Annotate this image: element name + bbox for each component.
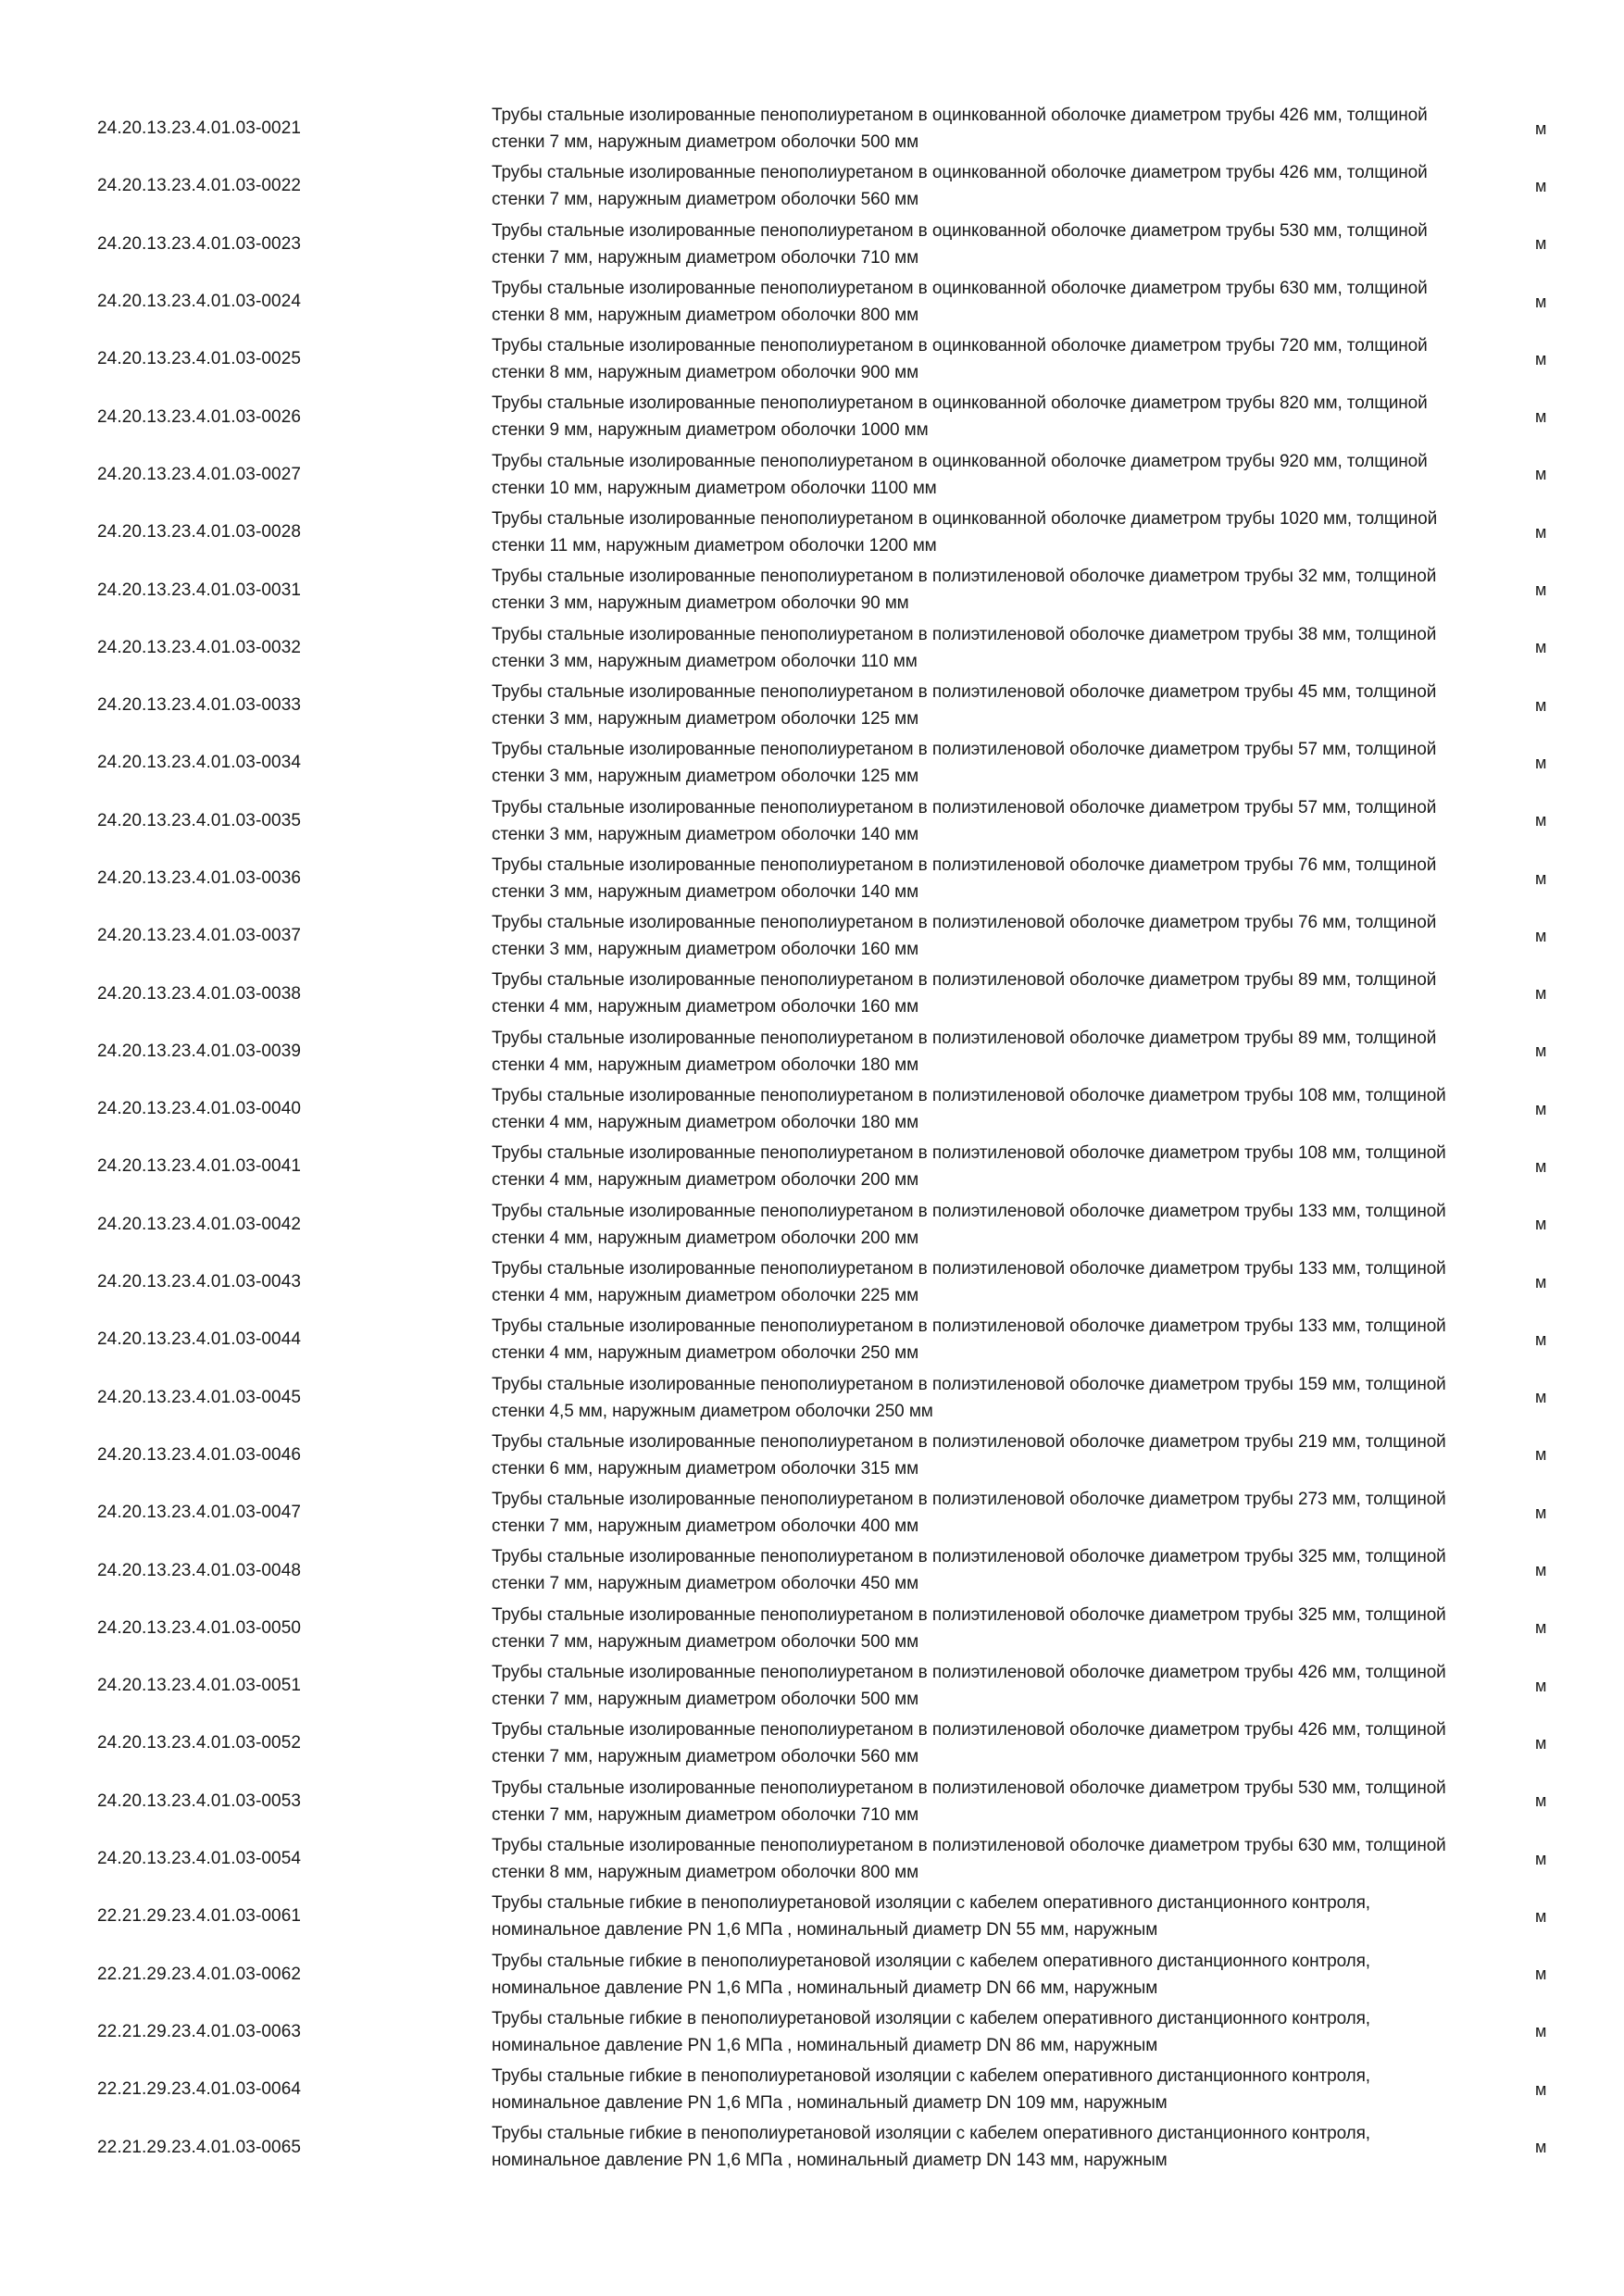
- resource-description: Трубы стальные изолированные пенополиуретаном в полиэтиленовой оболочке диаметром трубы 159 мм, толщиной стенки 4,5 мм, наружным диаметром оболочки 250 мм: [492, 1374, 1446, 1421]
- table-row: [0, 2061, 1624, 2118]
- resource-description: Трубы стальные изолированные пенополиуретаном в оцинкованной оболочке диаметром трубы 426 мм, толщиной стенки 7 мм, наружным диаметром оболочки 560 мм: [492, 163, 1428, 210]
- unit-of-measure: м: [1535, 1388, 1547, 1407]
- resource-code: 24.20.13.23.4.01.03-0044: [97, 1329, 302, 1350]
- table-row: [0, 1254, 1624, 1311]
- resource-code: 24.20.13.23.4.01.03-0034: [97, 753, 302, 773]
- resource-code: 24.20.13.23.4.01.03-0022: [97, 176, 302, 196]
- resource-code: 24.20.13.23.4.01.03-0039: [97, 1041, 302, 1061]
- unit-of-measure: м: [1535, 119, 1547, 138]
- resource-code: 24.20.13.23.4.01.03-0050: [97, 1617, 302, 1638]
- unit-of-measure: м: [1535, 1215, 1547, 1234]
- table-row: [0, 1080, 1624, 1138]
- table-row: [0, 216, 1624, 273]
- resource-code: 22.21.29.23.4.01.03-0065: [97, 2137, 302, 2157]
- unit-of-measure: м: [1535, 1329, 1547, 1349]
- resource-description: Трубы стальные изолированные пенополиуретаном в полиэтиленовой оболочке диаметром трубы 219 мм, толщиной стенки 6 мм, наружным диаметром оболочки 315 мм: [492, 1431, 1446, 1479]
- resource-code: 24.20.13.23.4.01.03-0027: [97, 464, 302, 484]
- unit-of-measure: м: [1535, 695, 1547, 715]
- unit-of-measure: м: [1535, 1042, 1547, 1061]
- resource-description: Трубы стальные изолированные пенополиуретаном в полиэтиленовой оболочке диаметром трубы 45 мм, толщиной стенки 3 мм, наружным диаметром оболочки 125 мм: [492, 681, 1437, 729]
- table-row: [0, 1773, 1624, 1830]
- resource-description: Трубы стальные изолированные пенополиуретаном в полиэтиленовой оболочке диаметром трубы 325 мм, толщиной стенки 7 мм, наружным диаметром оболочки 450 мм: [492, 1547, 1446, 1594]
- resource-code: 24.20.13.23.4.01.03-0036: [97, 868, 302, 888]
- unit-of-measure: м: [1535, 1156, 1547, 1176]
- resource-description: Трубы стальные изолированные пенополиуретаном в полиэтиленовой оболочке диаметром трубы 89 мм, толщиной стенки 4 мм, наружным диаметром оболочки 180 мм: [492, 1028, 1437, 1075]
- resource-description: Трубы стальные гибкие в пенополиуретановой изоляции с кабелем оперативного дистанционного контроля, номинальное давление PN 1,6 МПа , номинальный диаметр DN 143 мм, наружным: [492, 2124, 1370, 2171]
- table-row: [0, 1657, 1624, 1715]
- table-row: [0, 331, 1624, 388]
- unit-of-measure: м: [1535, 176, 1547, 195]
- resource-code: 24.20.13.23.4.01.03-0047: [97, 1503, 302, 1523]
- resource-description: Трубы стальные изолированные пенополиуретаном в оцинкованной оболочке диаметром трубы 426 мм, толщиной стенки 7 мм, наружным диаметром оболочки 500 мм: [492, 106, 1428, 152]
- unit-of-measure: м: [1535, 868, 1547, 888]
- resource-code: 24.20.13.23.4.01.03-0043: [97, 1272, 302, 1292]
- unit-of-measure: м: [1535, 2022, 1547, 2041]
- table-row: [0, 561, 1624, 618]
- resource-description: Трубы стальные изолированные пенополиуретаном в полиэтиленовой оболочке диаметром трубы 76 мм, толщиной стенки 3 мм, наружным диаметром оболочки 160 мм: [492, 913, 1437, 960]
- unit-of-measure: м: [1535, 1272, 1547, 1292]
- unit-of-measure: м: [1535, 984, 1547, 1004]
- resource-code: 24.20.13.23.4.01.03-0035: [97, 810, 302, 830]
- resource-description: Трубы стальные изолированные пенополиуретаном в полиэтиленовой оболочке диаметром трубы 133 мм, толщиной стенки 4 мм, наружным диаметром оболочки 200 мм: [492, 1201, 1446, 1248]
- unit-of-measure: м: [1535, 1733, 1547, 1753]
- resource-description: Трубы стальные гибкие в пенополиуретановой изоляции с кабелем оперативного дистанционного контроля, номинальное давление PN 1,6 МПа , номинальный диаметр DN 66 мм, наружным: [492, 1951, 1370, 1998]
- table-row: [0, 1023, 1624, 1080]
- unit-of-measure: м: [1535, 465, 1547, 484]
- unit-of-measure: м: [1535, 1561, 1547, 1580]
- resource-description: Трубы стальные гибкие в пенополиуретановой изоляции с кабелем оперативного дистанционного контроля, номинальное давление PN 1,6 МПа , номинальный диаметр DN 86 мм, наружным: [492, 2008, 1370, 2055]
- unit-of-measure: м: [1535, 926, 1547, 945]
- resource-code: 24.20.13.23.4.01.03-0052: [97, 1733, 302, 1753]
- table-row: [0, 792, 1624, 850]
- table-row: [0, 504, 1624, 561]
- resource-description: Трубы стальные изолированные пенополиуретаном в полиэтиленовой оболочке диаметром трубы 530 мм, толщиной стенки 7 мм, наружным диаметром оболочки 710 мм: [492, 1778, 1446, 1825]
- resource-code: 24.20.13.23.4.01.03-0038: [97, 983, 302, 1004]
- resource-code: 24.20.13.23.4.01.03-0025: [97, 349, 302, 369]
- table-row: [0, 850, 1624, 907]
- resource-description: Трубы стальные изолированные пенополиуретаном в оцинкованной оболочке диаметром трубы 720 мм, толщиной стенки 8 мм, наружным диаметром оболочки 900 мм: [492, 336, 1428, 383]
- unit-of-measure: м: [1535, 753, 1547, 772]
- resource-description: Трубы стальные изолированные пенополиуретаном в оцинкованной оболочке диаметром трубы 820 мм, толщиной стенки 9 мм, наружным диаметром оболочки 1000 мм: [492, 393, 1428, 441]
- unit-of-measure: м: [1535, 234, 1547, 254]
- resource-code: 22.21.29.23.4.01.03-0063: [97, 2021, 302, 2041]
- resource-description: Трубы стальные изолированные пенополиуретаном в полиэтиленовой оболочке диаметром трубы 325 мм, толщиной стенки 7 мм, наружным диаметром оболочки 500 мм: [492, 1604, 1446, 1652]
- table-row: [0, 1311, 1624, 1368]
- unit-of-measure: м: [1535, 638, 1547, 657]
- table-row: [0, 619, 1624, 677]
- resource-code: 24.20.13.23.4.01.03-0053: [97, 1791, 302, 1811]
- price-list-table: [0, 100, 1624, 2177]
- table-row: [0, 1600, 1624, 1657]
- resource-code: 24.20.13.23.4.01.03-0021: [97, 119, 302, 139]
- resource-code: 24.20.13.23.4.01.03-0054: [97, 1849, 302, 1869]
- resource-code: 24.20.13.23.4.01.03-0045: [97, 1387, 302, 1407]
- resource-code: 24.20.13.23.4.01.03-0048: [97, 1560, 302, 1580]
- table-row: [0, 1715, 1624, 1772]
- unit-of-measure: м: [1535, 522, 1547, 542]
- resource-code: 24.20.13.23.4.01.03-0026: [97, 406, 302, 427]
- table-row: [0, 1369, 1624, 1427]
- table-row: [0, 1196, 1624, 1254]
- unit-of-measure: м: [1535, 580, 1547, 600]
- table-row: [0, 100, 1624, 157]
- unit-of-measure: м: [1535, 2079, 1547, 2099]
- resource-description: Трубы стальные изолированные пенополиуретаном в оцинкованной оболочке диаметром трубы 920 мм, толщиной стенки 10 мм, наружным диаметром оболочки 1100 мм: [492, 451, 1428, 498]
- table-row: [0, 2003, 1624, 2061]
- table-row: [0, 388, 1624, 445]
- resource-code: 24.20.13.23.4.01.03-0023: [97, 233, 302, 254]
- table-row: [0, 2118, 1624, 2176]
- resource-description: Трубы стальные изолированные пенополиуретаном в полиэтиленовой оболочке диаметром трубы 89 мм, толщиной стенки 4 мм, наружным диаметром оболочки 160 мм: [492, 970, 1437, 1017]
- table-row: [0, 1541, 1624, 1599]
- resource-code: 22.21.29.23.4.01.03-0064: [97, 2079, 302, 2100]
- resource-code: 24.20.13.23.4.01.03-0042: [97, 1214, 302, 1234]
- resource-description: Трубы стальные изолированные пенополиуретаном в полиэтиленовой оболочке диаметром трубы 108 мм, толщиной стенки 4 мм, наружным диаметром оболочки 180 мм: [492, 1086, 1446, 1133]
- resource-description: Трубы стальные изолированные пенополиуретаном в полиэтиленовой оболочке диаметром трубы 57 мм, толщиной стенки 3 мм, наружным диаметром оболочки 125 мм: [492, 740, 1437, 787]
- table-row: [0, 965, 1624, 1022]
- unit-of-measure: м: [1535, 2138, 1547, 2157]
- resource-description: Трубы стальные изолированные пенополиуретаном в полиэтиленовой оболочке диаметром трубы 630 мм, толщиной стенки 8 мм, наружным диаметром оболочки 800 мм: [492, 1835, 1446, 1882]
- resource-description: Трубы стальные изолированные пенополиуретаном в полиэтиленовой оболочке диаметром трубы 76 мм, толщиной стенки 3 мм, наружным диаметром оболочки 140 мм: [492, 855, 1437, 902]
- unit-of-measure: м: [1535, 407, 1547, 427]
- table-row: [0, 907, 1624, 965]
- resource-code: 24.20.13.23.4.01.03-0040: [97, 1099, 302, 1119]
- table-row: [0, 677, 1624, 734]
- table-row: [0, 273, 1624, 331]
- resource-description: Трубы стальные изолированные пенополиуретаном в оцинкованной оболочке диаметром трубы 630 мм, толщиной стенки 8 мм, наружным диаметром оболочки 800 мм: [492, 278, 1428, 325]
- table-row: [0, 1484, 1624, 1541]
- resource-description: Трубы стальные гибкие в пенополиуретановой изоляции с кабелем оперативного дистанционного контроля, номинальное давление PN 1,6 МПа , номинальный диаметр DN 55 мм, наружным: [492, 1893, 1370, 1940]
- unit-of-measure: м: [1535, 349, 1547, 368]
- resource-code: 24.20.13.23.4.01.03-0046: [97, 1444, 302, 1465]
- resource-code: 24.20.13.23.4.01.03-0024: [97, 292, 302, 312]
- table-row: [0, 446, 1624, 504]
- resource-description: Трубы стальные изолированные пенополиуретаном в полиэтиленовой оболочке диаметром трубы 32 мм, толщиной стенки 3 мм, наружным диаметром оболочки 90 мм: [492, 567, 1437, 614]
- resource-description: Трубы стальные изолированные пенополиуретаном в полиэтиленовой оболочке диаметром трубы 426 мм, толщиной стенки 7 мм, наружным диаметром оболочки 560 мм: [492, 1720, 1446, 1767]
- resource-description: Трубы стальные изолированные пенополиуретаном в полиэтиленовой оболочке диаметром трубы 108 мм, толщиной стенки 4 мм, наружным диаметром оболочки 200 мм: [492, 1143, 1446, 1191]
- table-row: [0, 1427, 1624, 1484]
- resource-code: 24.20.13.23.4.01.03-0041: [97, 1156, 302, 1177]
- unit-of-measure: м: [1535, 1906, 1547, 1926]
- resource-code: 24.20.13.23.4.01.03-0051: [97, 1676, 302, 1696]
- unit-of-measure: м: [1535, 1849, 1547, 1868]
- table-row: [0, 1830, 1624, 1888]
- unit-of-measure: м: [1535, 1445, 1547, 1465]
- resource-description: Трубы стальные изолированные пенополиуретаном в полиэтиленовой оболочке диаметром трубы 57 мм, толщиной стенки 3 мм, наружным диаметром оболочки 140 мм: [492, 797, 1437, 844]
- resource-description: Трубы стальные изолированные пенополиуретаном в оцинкованной оболочке диаметром трубы 1020 мм, толщиной стенки 11 мм, наружным диаметром оболочки 1200 мм: [492, 509, 1438, 556]
- resource-description: Трубы стальные изолированные пенополиуретаном в полиэтиленовой оболочке диаметром трубы 273 мм, толщиной стенки 7 мм, наружным диаметром оболочки 400 мм: [492, 1490, 1446, 1537]
- resource-description: Трубы стальные изолированные пенополиуретаном в оцинкованной оболочке диаметром трубы 530 мм, толщиной стенки 7 мм, наружным диаметром оболочки 710 мм: [492, 220, 1428, 268]
- resource-code: 24.20.13.23.4.01.03-0031: [97, 580, 302, 600]
- resource-code: 24.20.13.23.4.01.03-0033: [97, 695, 302, 716]
- table-row: [0, 1946, 1624, 2003]
- unit-of-measure: м: [1535, 292, 1547, 311]
- table-row: [0, 734, 1624, 792]
- resource-code: 22.21.29.23.4.01.03-0061: [97, 1906, 302, 1927]
- unit-of-measure: м: [1535, 1503, 1547, 1522]
- resource-description: Трубы стальные гибкие в пенополиуретановой изоляции с кабелем оперативного дистанционного контроля, номинальное давление PN 1,6 МПа , номинальный диаметр DN 109 мм, наружным: [492, 2066, 1370, 2114]
- unit-of-measure: м: [1535, 1965, 1547, 1984]
- unit-of-measure: м: [1535, 1676, 1547, 1695]
- resource-code: 24.20.13.23.4.01.03-0037: [97, 926, 302, 946]
- resource-code: 22.21.29.23.4.01.03-0062: [97, 1964, 302, 1984]
- resource-description: Трубы стальные изолированные пенополиуретаном в полиэтиленовой оболочке диаметром трубы 133 мм, толщиной стенки 4 мм, наружным диаметром оболочки 250 мм: [492, 1316, 1446, 1364]
- resource-code: 24.20.13.23.4.01.03-0028: [97, 522, 302, 543]
- unit-of-measure: м: [1535, 811, 1547, 830]
- resource-code: 24.20.13.23.4.01.03-0032: [97, 637, 302, 657]
- unit-of-measure: м: [1535, 1099, 1547, 1118]
- table-row: [0, 1888, 1624, 1945]
- resource-description: Трубы стальные изолированные пенополиуретаном в полиэтиленовой оболочке диаметром трубы 133 мм, толщиной стенки 4 мм, наружным диаметром оболочки 225 мм: [492, 1258, 1446, 1305]
- resource-description: Трубы стальные изолированные пенополиуретаном в полиэтиленовой оболочке диаметром трубы 38 мм, толщиной стенки 3 мм, наружным диаметром оболочки 110 мм: [492, 624, 1437, 671]
- table-row: [0, 157, 1624, 215]
- unit-of-measure: м: [1535, 1791, 1547, 1811]
- resource-description: Трубы стальные изолированные пенополиуретаном в полиэтиленовой оболочке диаметром трубы 426 мм, толщиной стенки 7 мм, наружным диаметром оболочки 500 мм: [492, 1663, 1446, 1710]
- table-row: [0, 1138, 1624, 1195]
- unit-of-measure: м: [1535, 1618, 1547, 1638]
